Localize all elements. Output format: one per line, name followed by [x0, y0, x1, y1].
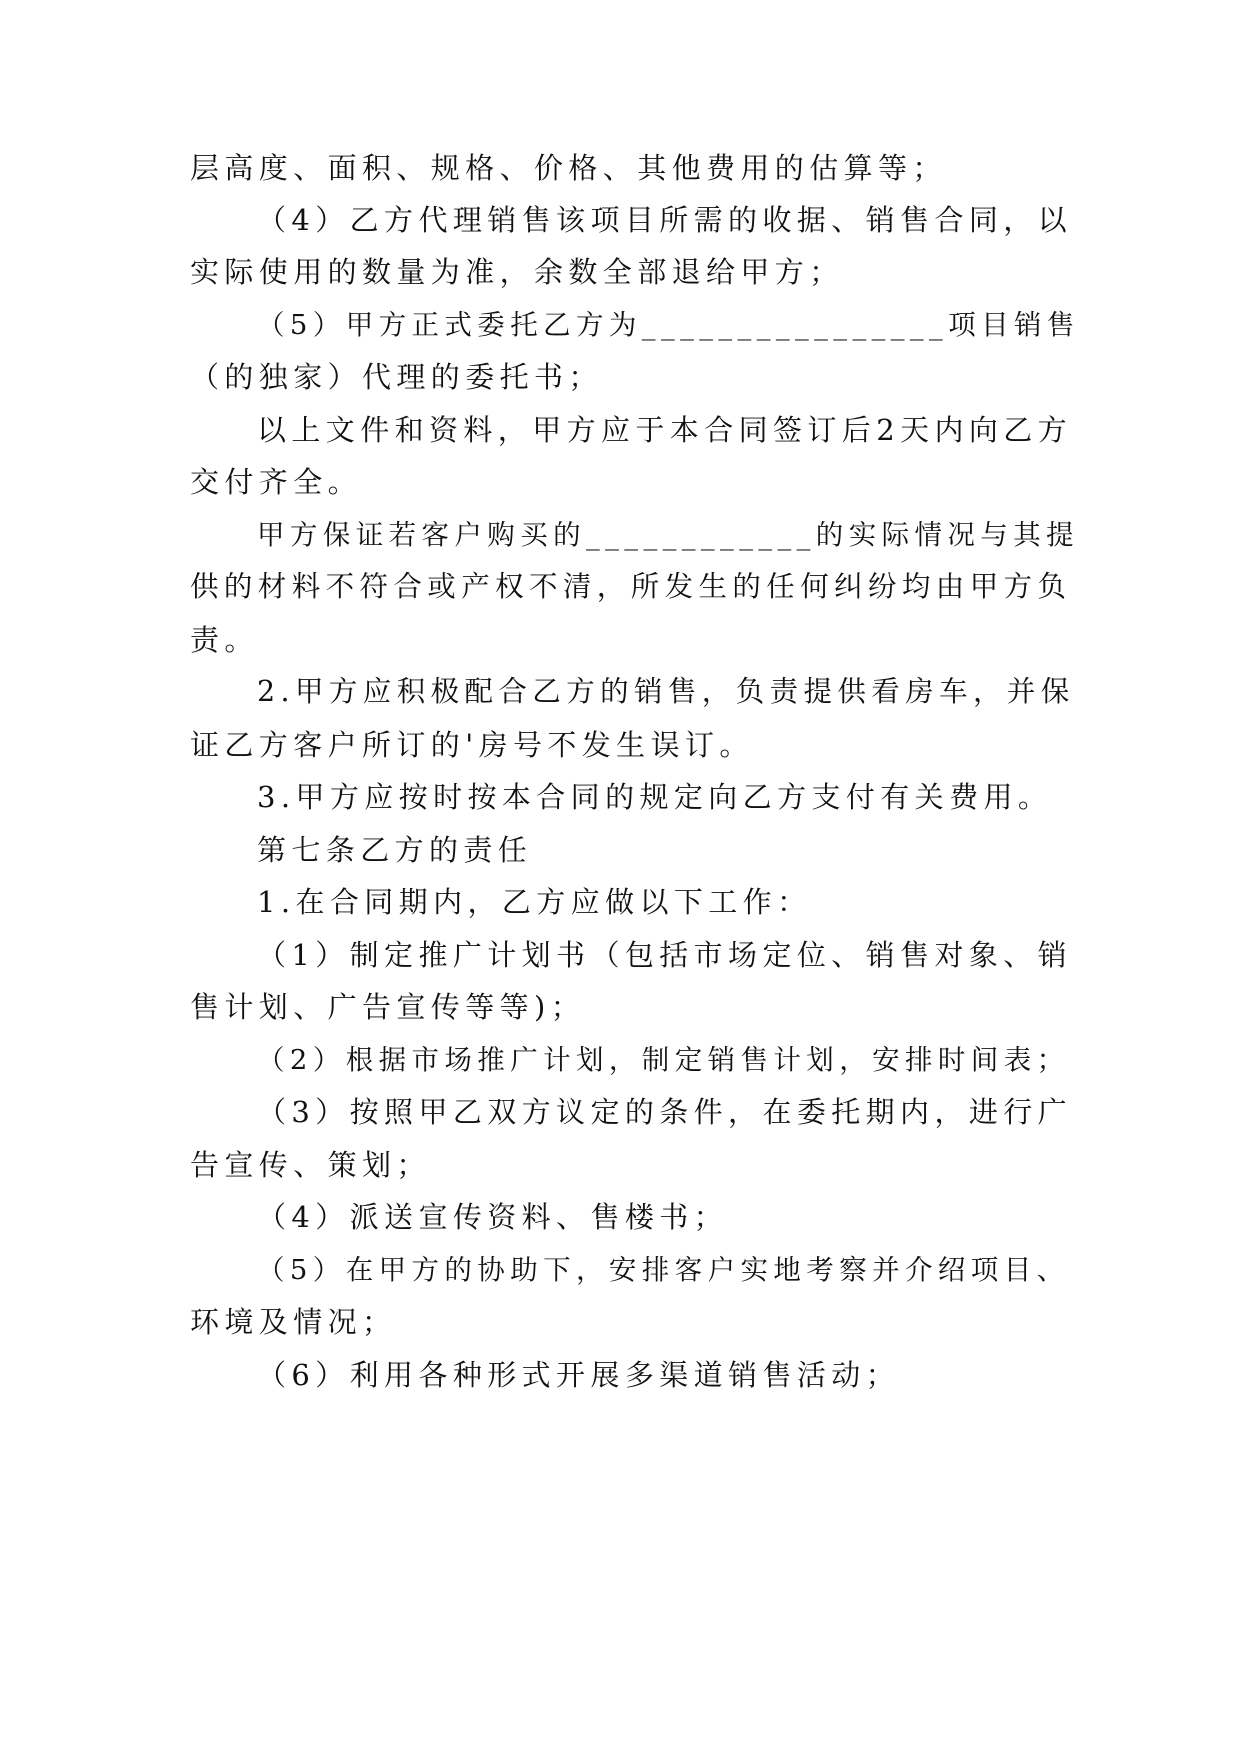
text-line-10: 责。 [190, 623, 259, 657]
text-line-20: 告宣传、策划； [190, 1148, 431, 1182]
text-line-9: 供的材料不符合或产权不清，所发生的任何纠纷均由甲方负 [190, 570, 1072, 603]
text-line-15: 1.在合同期内，乙方应做以下工作： [257, 885, 812, 919]
text-line-11: 2.甲方应积极配合乙方的销售，负责提供看房车，并保 [257, 675, 1075, 708]
text-line-22: （5）在甲方的协助下，安排客户实地考察并介绍项目、 [257, 1254, 1070, 1286]
text-line-19: （3）按照甲乙双方议定的条件，在委托期内，进行广 [257, 1095, 1073, 1129]
text-line-23: 环境及情况； [190, 1305, 397, 1339]
text-line-17: 售计划、广告宣传等等)； [190, 990, 586, 1024]
text-line-24: （6）利用各种形式开展多渠道销售活动； [257, 1358, 901, 1392]
text-line-14: 第七条乙方的责任 [257, 833, 533, 867]
text-line-5: （的独家）代理的委托书； [190, 360, 603, 394]
text-line-7: 交付齐全。 [190, 465, 363, 499]
text-line-8: 甲方保证若客户购买的____________的实际情况与其提 [257, 519, 1079, 551]
text-line-2: （4）乙方代理销售该项目所需的收据、销售合同，以 [257, 203, 1073, 237]
text-line-6: 以上文件和资料，甲方应于本合同签订后2天内向乙方 [257, 413, 1073, 447]
text-line-13: 3.甲方应按时按本合同的规定向乙方支付有关费用。 [257, 780, 1053, 814]
text-line-21: （4）派送宣传资料、售楼书； [257, 1200, 729, 1234]
text-line-4: （5）甲方正式委托乙方为________________项目销售 [257, 309, 1080, 341]
text-line-3: 实际使用的数量为准，余数全部退给甲方； [190, 255, 844, 289]
text-line-1: 层高度、面积、规格、价格、其他费用的估算等； [190, 151, 947, 185]
text-line-18: （2）根据市场推广计划，制定销售计划，安排时间表； [257, 1044, 1070, 1076]
text-line-16: （1）制定推广计划书（包括市场定位、销售对象、销 [257, 938, 1073, 972]
text-line-12: 证乙方客户所订的'房号不发生误订。 [190, 728, 754, 762]
